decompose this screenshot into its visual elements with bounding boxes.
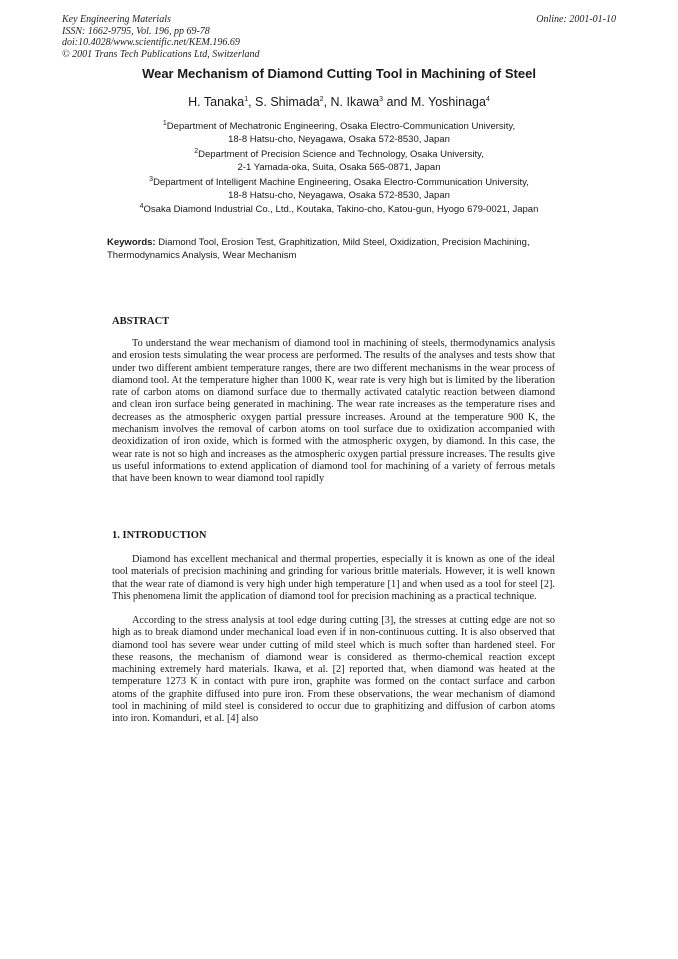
issn-line: ISSN: 1662-9795, Vol. 196, pp 69-78: [62, 25, 210, 37]
online-date: Online: 2001-01-10: [536, 14, 616, 25]
author-name: M. Yoshinaga: [410, 95, 486, 109]
affiliation-mark: 3: [149, 175, 154, 183]
affiliation-address: 18-8 Hatsu-cho, Neyagawa, Osaka 572-8530, Japan: [228, 189, 450, 201]
author-list: [0, 95, 678, 109]
affiliation-2: [0, 149, 678, 174]
keywords-text: Diamond Tool, Erosion Test, Graphitization, Mild Steel, Oxidization, Precision Machining, Thermodynamics Analysis, Wear Mechanism: [107, 237, 530, 261]
affiliation-address: 2-1 Yamada-oka, Suita, Osaka 565-0871, Japan: [237, 161, 441, 173]
journal-info: [62, 14, 260, 60]
author-name: H. Tanaka: [188, 95, 245, 109]
abstract-text: To understand the wear mechanism of diamond tool in machining of steels, thermodynamics analysis and erosion tests simulating the wear process are performed. The results of the analyses and tests show that under two different ambient temperature ranges, there are two different mechanisms in the wear process of diamond tool. At the temperature higher than 1000 K, wear rate is very high but is limited by the liberation rate of carbon atoms on diamond surface due to thermally activated catalytic reaction between diamond and clean iron surface being generated in machining. The wear rate increases as the temperature rises and decreases as the atmospheric oxygen partial pressure increases. Around at the temperature 900 K, the mechanism involves the removal of carbon atoms on tool surface due to oxidization accompanied with deoxidization of iron oxide, which is formed with the atmospheric oxygen, by diamond. In this case, the wear rate is not so high and increases as the atmospheric oxygen partial pressure increases. The results give us useful informations to extend application of diamond tool for machining of a variety of ferrous metals that have been known to wear diamond tool rapidly: [112, 338, 555, 485]
introduction-heading: 1. INTRODUCTION: [112, 530, 207, 541]
author-name: N. Ikawa: [330, 95, 380, 109]
author-separator: ,: [323, 95, 331, 109]
paper-title: Wear Mechanism of Diamond Cutting Tool in Machining of Steel: [142, 66, 536, 81]
affiliation-line: Department of Precision Science and Technology, Osaka University,: [198, 149, 484, 160]
affiliation-1: [0, 121, 678, 146]
author-affiliation-mark: 4: [485, 95, 490, 103]
keywords: [107, 236, 577, 262]
affiliation-3: [0, 177, 678, 202]
affiliation-address: 18-8 Hatsu-cho, Neyagawa, Osaka 572-8530, Japan: [228, 133, 450, 145]
keywords-label: Keywords:: [107, 237, 156, 248]
introduction-paragraph: Diamond has excellent mechanical and thermal properties, especially it is known as one of the ideal tool materials of precision machining and grinding for various brittle materials. However, it is well known that the wear rate of diamond is very high under high temperature [1] and when used as a tool for steel [2]. This phenomena limit the application of diamond tool for precision machining as a practical technique.: [112, 554, 555, 602]
introduction-paragraph: According to the stress analysis at tool edge during cutting [3], the stresses at cutting edge are not so high as to break diamond under mechanical load even if in non-continuous cutting. It is also observed that diamond tool has severe wear under cutting of mild steel which is much softer than hardened steel. For these reasons, the mechanism of diamond wear is considered as thermo-chemical reaction except machining extremely hard materials. Ikawa, et al. [2] reported that, when diamond was heated at the temperature 1273 K in contact with pure iron, graphite was formed on the contact surface and carbon atoms of the graphite diffused into pure iron. From these observations, the wear mechanism of diamond tool in machining of mild steel is considered to occur due to graphitizing and diffusion of carbon atoms into iron. Komanduri, et al. [4] also: [112, 615, 555, 725]
author-affiliation-mark: 1: [244, 95, 249, 103]
author-affiliation-mark: 3: [379, 95, 384, 103]
affiliation-line: Department of Mechatronic Engineering, Osaka Electro-Communication University,: [166, 121, 516, 132]
affiliation-line: Department of Intelligent Machine Engineering, Osaka Electro-Communication University,: [153, 177, 529, 188]
affiliation-mark: 4: [139, 202, 144, 210]
author-name: S. Shimada: [255, 95, 320, 109]
affiliation-mark: 1: [162, 119, 167, 127]
author-affiliation-mark: 2: [319, 95, 324, 103]
journal-name: Key Engineering Materials: [62, 14, 171, 25]
affiliation-4: [0, 204, 678, 217]
author-separator: and: [383, 95, 411, 109]
affiliation-line: Osaka Diamond Industrial Co., Ltd., Koutaka, Takino-cho, Katou-gun, Hyogo 679-0021, Japan: [143, 204, 539, 215]
affiliation-mark: 2: [194, 147, 199, 155]
abstract-heading: ABSTRACT: [112, 316, 170, 327]
author-separator: ,: [248, 95, 256, 109]
doi-line: doi:10.4028/www.scientific.net/KEM.196.69: [62, 37, 240, 48]
copyright-line: © 2001 Trans Tech Publications Ltd, Switzerland: [62, 48, 260, 60]
